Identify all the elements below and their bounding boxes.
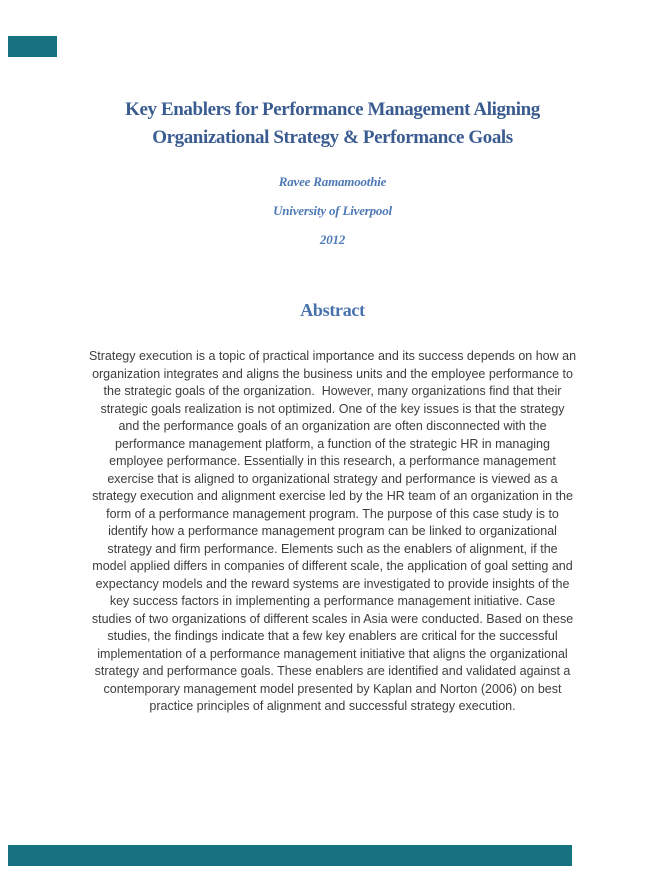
bottom-highlight-bar bbox=[8, 845, 572, 866]
abstract-line: strategy execution and alignment exercise led by the HR team of an organization in the bbox=[92, 489, 573, 503]
abstract-line: performance management platform, a function of the strategic HR in managing bbox=[115, 436, 550, 451]
abstract-line: expectancy models and the reward systems are investigated to provide insights of the bbox=[95, 576, 570, 591]
abstract-line: form of a performance management program. The purpose of this case study is to bbox=[106, 506, 559, 521]
abstract-line: organization integrates and aligns the business units and the employee performance to bbox=[92, 366, 573, 381]
abstract-line: the strategic goals of the organization. However, many organizations find that their bbox=[103, 384, 562, 398]
abstract-line: and the performance goals of an organization are often disconnected with the bbox=[118, 419, 547, 433]
abstract-heading: Abstract bbox=[300, 300, 365, 320]
abstract-line: strategy and performance goals. These enablers are identified and validated against a bbox=[94, 664, 571, 678]
author-name: Ravee Ramamoothie bbox=[278, 174, 387, 189]
abstract-line: identify how a performance management program can be linked to organizational bbox=[108, 524, 557, 538]
abstract-line: employee performance. Essentially in this research, a performance management bbox=[109, 454, 556, 468]
abstract-text bbox=[0, 348, 665, 716]
abstract-line: implementation of a performance management initiative that aligns the organizational bbox=[97, 646, 568, 661]
abstract-line: practice principles of alignment and successful strategy execution. bbox=[149, 699, 516, 713]
byline bbox=[0, 175, 665, 262]
abstract-line: contemporary management model presented by Kaplan and Norton (2006) on best bbox=[103, 681, 562, 696]
abstract-line: strategic goals realization is not optimized. One of the key issues is that the strategy bbox=[100, 401, 565, 416]
abstract-line: exercise that is aligned to organizational strategy and performance is viewed as a bbox=[107, 471, 558, 486]
publication-year: 2012 bbox=[319, 232, 346, 247]
abstract-line: key success factors in implementing a performance management initiative. Case bbox=[109, 594, 556, 608]
abstract-line: model applied differs in companies of different scale, the application of goal setting and bbox=[92, 559, 573, 573]
abstract-line: studies, the findings indicate that a few key enablers are critical for the successful bbox=[107, 629, 558, 643]
paper-title-line-2: Organizational Strategy & Performance Goals bbox=[152, 127, 513, 148]
author-affiliation: University of Liverpool bbox=[273, 203, 392, 218]
abstract-line: studies of two organizations of different scales in Asia were conducted. Based on these bbox=[91, 611, 574, 626]
abstract-line: Strategy execution is a topic of practical importance and its success depends on how an bbox=[88, 349, 577, 363]
paper-title bbox=[0, 96, 665, 152]
paper-title-line-1: Key Enablers for Performance Management Aligning bbox=[125, 99, 540, 120]
abstract-line: strategy and firm performance. Elements such as the enablers of alignment, if the bbox=[107, 541, 558, 556]
top-highlight-bar bbox=[8, 36, 57, 57]
